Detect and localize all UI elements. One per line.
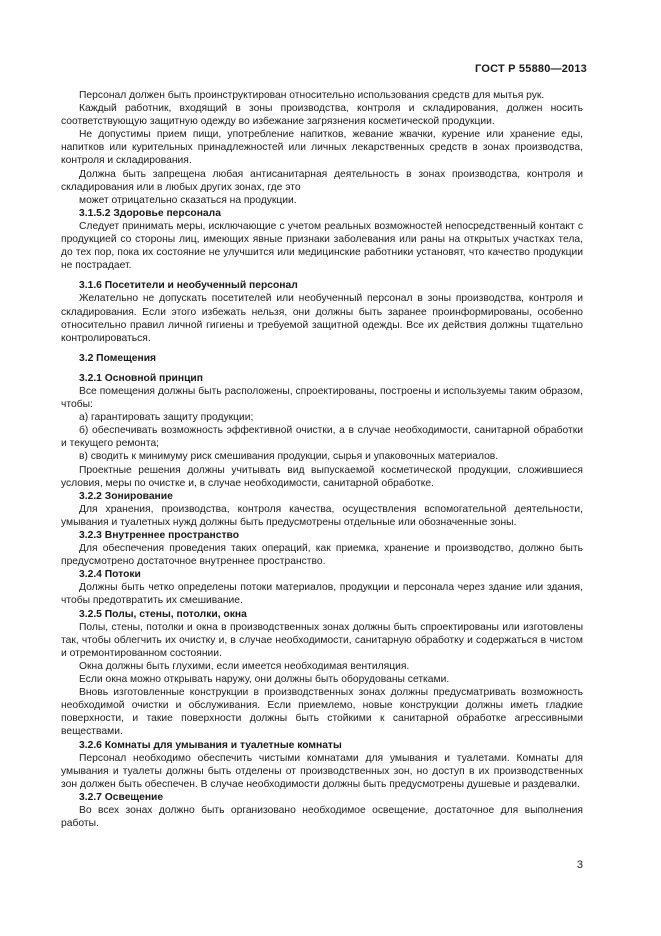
paragraph: Персонал необходимо обеспечить чистыми комнатами для умывания и туалетами. Комнаты для умывания и туалеты должны быть отделены от производственных зон, но доступ в их производственных зон должен быть обеспечен. В случае необходимости должны быть предусмотрены душевые и раздевалки. xyxy=(61,752,583,790)
paragraph: Для хранения, производства, контроля качества, осуществления вспомогательной деятельности, умывания и туалетных нужд должны быть предусмотрены отдельные или обозначенные зоны. xyxy=(61,503,583,528)
section-heading: 3.2.7 Освещение xyxy=(79,791,164,803)
paragraph: Для обеспечения проведения таких операций, как приемка, хранение и производство, должно быть предусмотрено достаточное внутреннее пространство. xyxy=(61,543,583,568)
document-body xyxy=(61,89,583,830)
paragraph: в) сводить к минимуму риск смешивания продукции, сырья и упаковочных материалов. xyxy=(79,451,499,463)
paragraph: Желательно не допускать посетителей или необученный персонал в зоны производства, контроля и складирования. Если этого избежать нельзя, они должны быть заранее проинформированы, особенно относительно правил личной гигиены и требуемой защитной одежды. Все их действия должны тщательно контролироваться. xyxy=(61,293,583,344)
paragraph: Полы, стены, потолки и окна в производственных зонах должны быть спроектированы или изготовлены так, чтобы облегчить их очистку и, в случае необходимости, санитарную обработку и содержаться в чистом и отремонтированном состоянии. xyxy=(61,621,583,659)
section-heading: 3.2.5 Полы, стены, потолки, окна xyxy=(79,608,247,620)
section-heading: 3.2.6 Комнаты для умывания и туалетные комнаты xyxy=(79,739,342,751)
paragraph: Должны быть четко определены потоки материалов, продукции и персонала через здание или здания, чтобы предотвратить их смешивание. xyxy=(61,582,583,607)
section-heading: 3.2.3 Внутреннее пространство xyxy=(79,530,240,541)
paragraph: Вновь изготовленные конструкции в производственных зонах должны предусматривать возможность необходимой очистки и обслуживания. Если приемлемо, новые конструкции должны иметь гладкие поверхности, и такие поверхности должны быть стойкими к санитарной обработке агрессивными веществами. xyxy=(61,687,583,738)
paragraph: Все помещения должны быть расположены, спроектированы, построены и используемы таким образом, чтобы: xyxy=(61,385,583,411)
paragraph: Если окна можно открывать наружу, они должны быть оборудованы сетками. xyxy=(79,674,450,686)
section-heading: 3.2.2 Зонирование xyxy=(79,490,173,502)
paragraph: Во всех зонах должно быть организовано необходимое освещение, достаточное для выполнения работы. xyxy=(61,804,583,830)
paragraph: Следует принимать меры, исключающие с учетом реальных возможностей непосредственный контакт с продукцией со стороны лиц, имеющих явные признаки заболевания или раны на открытых участках тела, до тех пор, пока их состояние не улучшится или медицинские работники установят, что качество продукции не пострадает. xyxy=(61,220,583,272)
paragraph: а) гарантировать защиту продукции; xyxy=(79,412,254,424)
standard-code-header: ГОСТ Р 55880—2013 xyxy=(475,63,587,75)
section-heading: 3.2.1 Основной принцип xyxy=(79,372,203,384)
paragraph: Окна должны быть глухими, если имеется необходимая вентиляция. xyxy=(79,660,410,672)
paragraph: Персонал должен быть проинструктирован относительно использования средств для мытья рук. xyxy=(79,90,545,101)
paragraph: Должна быть запрещена любая антисанитарная деятельность в зонах производства, контроля и складирования или в любых других зонах, где это xyxy=(61,168,583,193)
page-number: 3 xyxy=(576,859,583,871)
paragraph: Не допустимы прием пищи, употребление напитков, жевание жвачки, курение или хранение еды, напитков или курительных принадлежностей или личных лекарственных средств в зонах производства, контроля и складирования. xyxy=(61,129,583,167)
paragraph: б) обеспечивать возможность эффективной очистки, а в случае необходимости, санитарной обработки и текущего ремонта; xyxy=(61,425,583,450)
section-heading: 3.2.4 Потоки xyxy=(79,569,141,581)
section-heading: 3.1.5.2 Здоровье персонала xyxy=(79,207,221,219)
section-heading: 3.2 Помещения xyxy=(79,352,157,364)
paragraph: Каждый работник, входящий в зоны производства, контроля и складирования, должен носить соответствующую защитную одежду во избежание загрязнения косметической продукции. xyxy=(61,103,583,128)
paragraph: Проектные решения должны учитывать вид выпускаемой косметической продукции, сложившиеся условия, меры по очистке и, в случае необходимости, санитарной обработке. xyxy=(61,464,583,489)
paragraph: может отрицательно сказаться на продукции. xyxy=(79,194,297,206)
section-heading: 3.1.6 Посетители и необученный персонал xyxy=(79,280,298,292)
